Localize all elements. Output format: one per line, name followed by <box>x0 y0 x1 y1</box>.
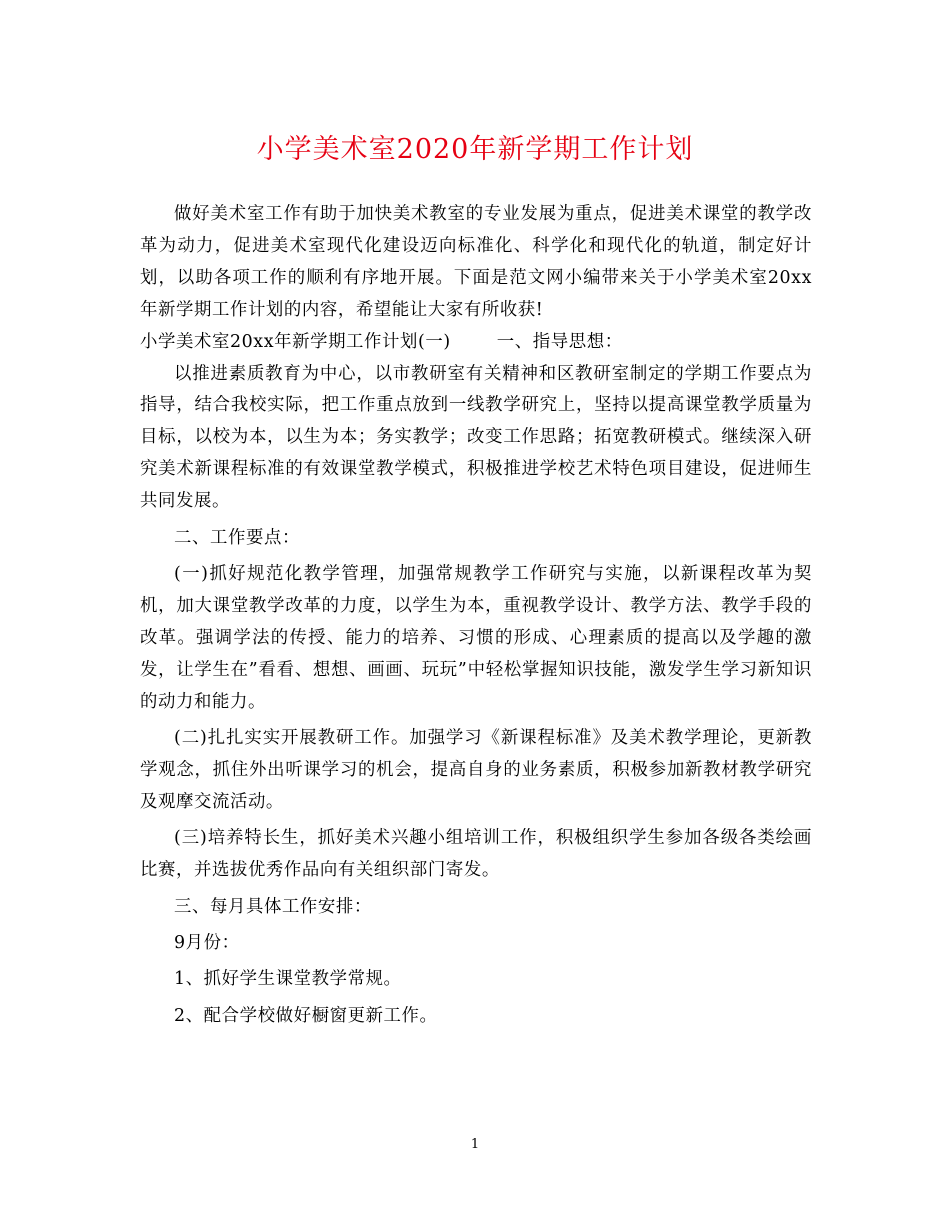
list-item: 2、配合学校做好橱窗更新工作。 <box>174 1005 438 1026</box>
point2-paragraph: (二)扎扎实实开展教研工作。加强学习《新课程标准》及美术教学理论，更新教学观念，抓住外出听课学习的机会，提高自身的业务素质，积极参加新教材教学研究及观摩交流活动。 <box>140 728 812 812</box>
document-body <box>140 199 812 1033</box>
point1-paragraph: (一)抓好规范化教学管理，加强常规教学工作研究与实施，以新课程改革为契机，加大课堂教学改革的力度，以学生为本，重视教学设计、教学方法、教学手段的改革。强调学法的传授、能力的培养、习惯的形成、心理素质的提高以及学趣的激发，让学生在”看看、想想、画画、玩玩”中轻松掌握知识技能，激发学生学习新知识的动力和能力。 <box>140 563 812 712</box>
page-number: 1 <box>470 1137 480 1152</box>
document-title: 小学美术室2020年新学期工作计划 <box>256 134 694 165</box>
point3-paragraph: (三)培养特长生，抓好美术兴趣小组培训工作，积极组织学生参加各级各类绘画比赛，并选拔优秀作品向有关组织部门寄发。 <box>140 828 812 881</box>
section2-heading: 二、工作要点： <box>174 527 300 548</box>
section3-heading: 三、每月具体工作安排： <box>174 896 372 917</box>
list-item: 1、抓好学生课堂教学常规。 <box>174 969 402 990</box>
intro-paragraph: 做好美术室工作有助于加快美术教室的专业发展为重点，促进美术课堂的教学改革为动力，促进美术室现代化建设迈向标准化、科学化和现代化的轨道，制定好计划，以助各项工作的顺利有序地开展。下面是范文网小编带来关于小学美术室20xx年新学期工作计划的内容，希望能让大家有所收获! <box>140 204 812 320</box>
subheading-line <box>140 327 812 359</box>
plan-subheading: 小学美术室20xx年新学期工作计划(一) <box>140 331 451 352</box>
section1-heading: 一、指导思想： <box>496 331 623 352</box>
month-heading: 9月份： <box>174 932 240 953</box>
section1-paragraph: 以推进素质教育为中心，以市教研室有关精神和区教研室制定的学期工作要点为指导，结合我校实际，把工作重点放到一线教学研究上，坚持以提高课堂教学质量为目标，以校为本，以生为本；务实教学；改变工作思路；拓宽教研模式。继续深入研究美术新课程标准的有效课堂教学模式，积极推进学校艺术特色项目建设，促进师生共同发展。 <box>140 363 812 512</box>
